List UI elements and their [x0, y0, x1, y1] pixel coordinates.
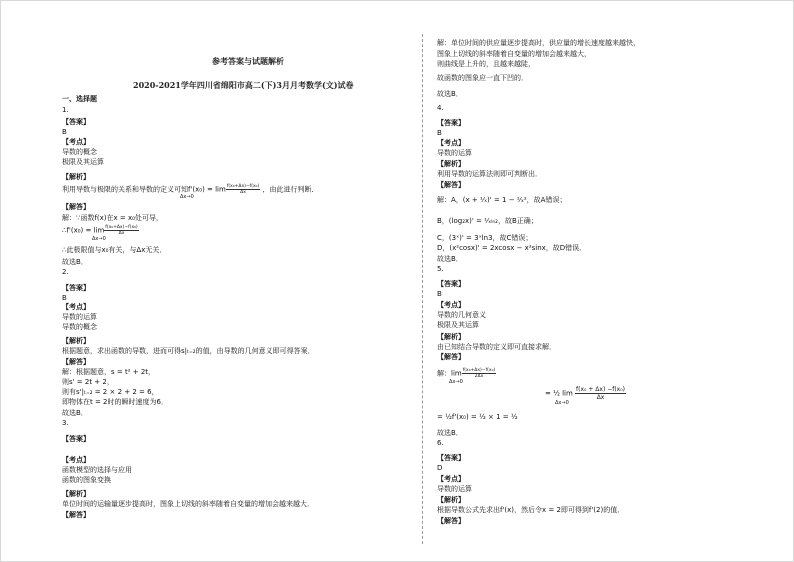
answer-value: B	[62, 128, 67, 136]
jieda-text-part: 解：lim	[437, 369, 462, 378]
conclusion: 故选B．	[437, 90, 463, 98]
question-number: 4.	[437, 104, 444, 112]
kaodian-tag: 【考点】	[437, 139, 465, 147]
question-number: 2.	[62, 268, 69, 276]
kaodian-item: 导数的运算	[62, 313, 97, 321]
limit-subscript: Δx→0	[555, 400, 569, 406]
answer-tag: 【答案】	[437, 280, 465, 288]
fraction	[462, 368, 496, 379]
kaodian-tag: 【考点】	[437, 301, 465, 309]
kaodian-item: 函数模型的选择与应用	[62, 466, 132, 474]
jiexi-tag: 【解析】	[62, 173, 90, 181]
fraction-denominator: Δx	[596, 394, 605, 401]
jiexi-text: 根据导数公式先求出f'(x)，然后令x = 2即可得到f'(2)的值．	[437, 506, 625, 514]
column-divider	[422, 34, 423, 544]
jiexi-tag: 【解析】	[437, 333, 465, 341]
answer-value: B	[437, 129, 442, 137]
conclusion: 故选B．	[437, 255, 463, 263]
conclusion: 故选B．	[62, 409, 88, 417]
question-number: 3.	[62, 419, 69, 427]
fraction-numerator: f(x₀+Δx)−f(x₀)	[105, 225, 138, 230]
kaodian-item: 导数的概念	[62, 323, 97, 331]
jieda-tag: 【解答】	[437, 181, 465, 189]
section-heading: 一、选择题	[62, 95, 97, 103]
fraction	[226, 184, 260, 195]
jieda-line: 解：∵函数f(x)在x = x₀处可导，	[62, 214, 163, 222]
fraction-numerator: f(x₀+Δx)−f(x₀)	[462, 368, 496, 373]
jiexi-tag: 【解析】	[62, 337, 90, 345]
kaodian-tag: 【考点】	[62, 138, 90, 146]
fraction-denominator: Δx	[240, 190, 246, 195]
jiexi-text: 利用导数的运算法则即可判断出．	[437, 170, 542, 178]
answer-tag: 【答案】	[62, 284, 90, 292]
fraction	[575, 386, 626, 401]
jiexi-text	[62, 184, 319, 200]
fraction-numerator: f(x₀+Δx)−f(x₀)	[226, 184, 260, 189]
jieda-text-part: = ½ lim	[545, 389, 573, 398]
question-number: 6.	[437, 439, 444, 447]
answer-tag: 【答案】	[62, 118, 90, 126]
jieda-tag: 【解答】	[437, 353, 465, 361]
limit-expression	[545, 386, 626, 406]
question-number: 1.	[62, 106, 69, 114]
option-d: D，(x²cosx)' = 2xcosx − x²sinx，故D错误．	[437, 244, 587, 252]
kaodian-item: 导数的几何意义	[437, 311, 486, 319]
jieda-line: 解：单位时间的供应量逐步提高时，供应量的增长速度越来越快，	[437, 39, 640, 47]
jieda-line: 即物体在t = 2时的瞬时速度为6．	[62, 398, 168, 406]
fraction-denominator: Δx	[118, 231, 125, 236]
jiexi-text-part: 利用导数与极限的关系和导数的定义可知f'(x₀) = lim	[62, 185, 226, 194]
kaodian-tag: 【考点】	[62, 303, 90, 311]
jieda-tag: 【解答】	[437, 517, 465, 525]
jieda-line: 则有s'|ₜ₌₂ = 2 × 2 + 2 = 6，	[62, 388, 159, 396]
jiexi-tag: 【解析】	[62, 490, 90, 498]
jieda-line: 图象上切线的斜率随着自变量的增加会越来越大，	[437, 50, 591, 58]
jieda-line: 则s' = 2t + 2，	[62, 378, 114, 386]
kaodian-item: 极限及其运算	[62, 158, 104, 166]
answer-value: B	[437, 290, 442, 298]
kaodian-item: 极限及其运算	[437, 321, 479, 329]
jiexi-tag: 【解析】	[437, 496, 465, 504]
answer-tag: 【答案】	[437, 119, 465, 127]
fraction	[104, 225, 138, 236]
jiexi-text-part: ，由此进行判断．	[262, 185, 319, 194]
jiexi-text: 单位时间的运输量逐步提高时，图象上切线的斜率随着自变量的增加会越来越大．	[62, 500, 314, 508]
limit-subscript: Δx→0	[449, 379, 463, 385]
limit-subscript: Δx→0	[180, 194, 194, 200]
doc-title: 参考答案与试题解析	[212, 56, 284, 66]
jiexi-text: 根据题意，求出函数的导数，进而可得s|ₜ₌₂的值，由导数的几何意义即可得答案．	[62, 347, 315, 355]
answer-value: B	[62, 294, 67, 302]
jieda-line: 解：根据题意，s = t² + 2t，	[62, 368, 156, 376]
fraction-numerator: f(x₀ + Δx) −f(x₀)	[576, 386, 625, 393]
jieda-tag: 【解答】	[62, 203, 90, 211]
answer-tag: 【答案】	[437, 454, 465, 462]
kaodian-tag: 【考点】	[437, 475, 465, 483]
option-c: C，(3ˣ)' = 3ˣln3，故C错误；	[437, 234, 533, 242]
option-a: 解：A，(x + ¹⁄ₓ)' = 1 − ¹⁄ₓ²，故A错误；	[437, 196, 567, 204]
answer-tag: 【答案】	[62, 435, 90, 443]
answer-value: D	[437, 464, 443, 472]
conclusion: 故选B．	[62, 258, 88, 266]
jieda-line: ∴此极限值与x₀有关，与Δx无关．	[62, 246, 167, 254]
kaodian-item: 导数的运算	[437, 149, 472, 157]
jieda-line: = ½f'(x₀) = ½ × 1 = ½	[437, 413, 518, 421]
limit-expression	[437, 368, 496, 385]
jiexi-tag: 【解析】	[437, 160, 465, 168]
jiexi-text: 由已知结合导数的定义即可直接求解．	[437, 343, 556, 351]
kaodian-item: 导数的概念	[62, 148, 97, 156]
question-number: 5.	[437, 265, 444, 273]
fraction-denominator: 2Δx	[474, 374, 484, 379]
jieda-line	[62, 225, 139, 242]
option-b: B，(log₂x)' = ¹⁄ₓₗₙ₂，故B正确；	[437, 217, 538, 225]
kaodian-item: 导数的运算	[437, 485, 472, 493]
conclusion: 故选B．	[437, 429, 463, 437]
jieda-line: 故函数的图象应一直下凹的．	[437, 74, 528, 82]
kaodian-item: 函数的图象变换	[62, 476, 111, 484]
jieda-tag: 【解答】	[62, 511, 90, 519]
jieda-tag: 【解答】	[62, 358, 90, 366]
jieda-line: 则曲线是上升的，且越来越陡，	[437, 60, 535, 68]
limit-subscript: Δx→0	[92, 236, 106, 242]
jieda-text-part: ∴f'(x₀) = lim	[62, 226, 105, 235]
kaodian-tag: 【考点】	[62, 456, 90, 464]
doc-subtitle: 2020-2021学年四川省绵阳市高二(下)3月月考数学(文)试卷	[133, 80, 354, 90]
